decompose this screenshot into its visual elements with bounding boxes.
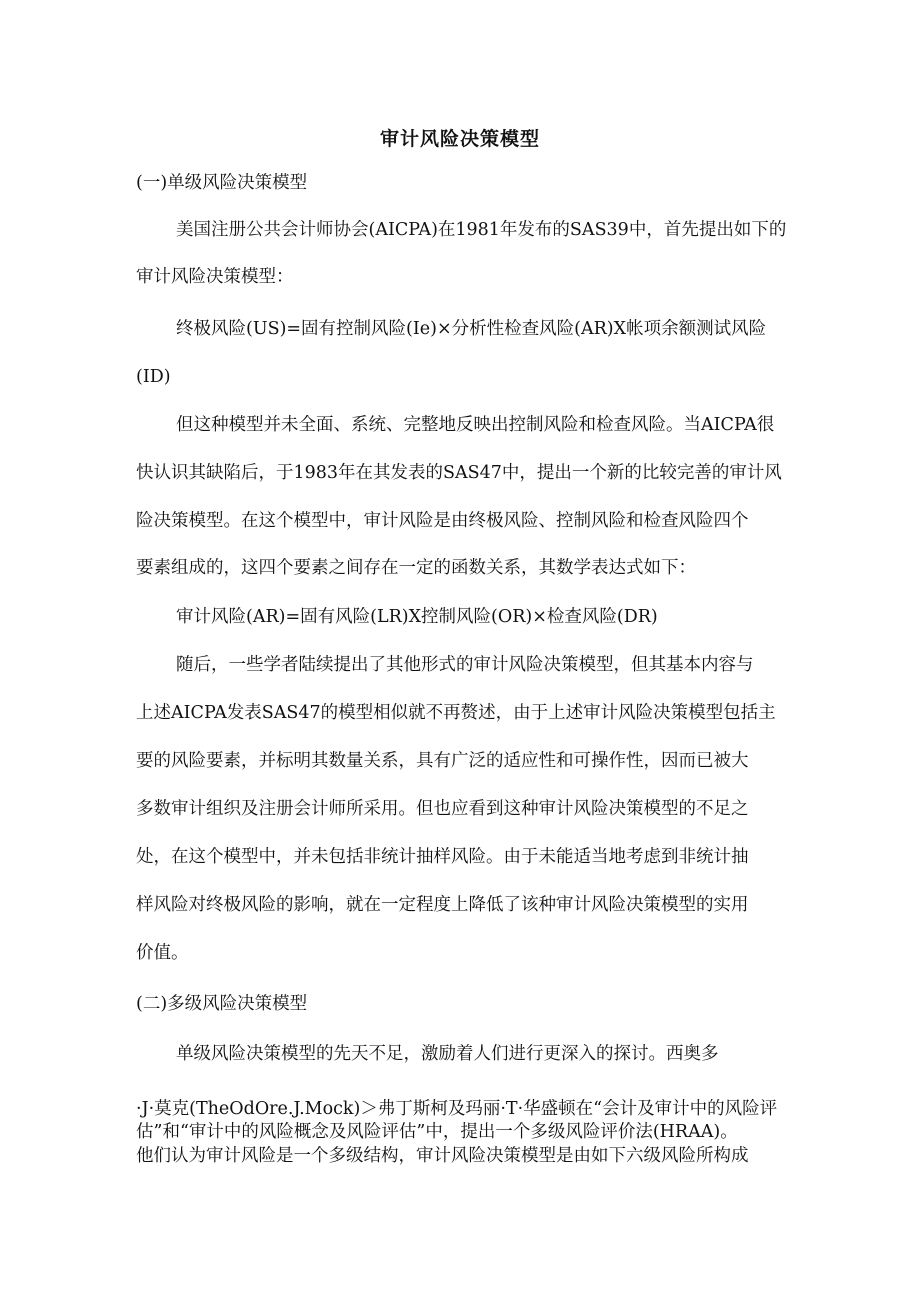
paragraph-line: 审计风险决策模型： [136,267,294,287]
formula-line: 终极风险(US)=固有控制风险(Ie)×分析性检查风险(AR)X帐项余额测试风险 [176,319,767,339]
paragraph-line: 要素组成的，这四个要素之间存在一定的函数关系，其数学表达式如下： [136,558,696,578]
paragraph-line: 处，在这个模型中，并未包括非统计抽样风险。由于未能适当地考虑到非统计抽 [136,847,749,867]
formula-line: (ID) [136,367,171,387]
paragraph-line: 估”和“审计中的风险概念及风险评估”中，提出一个多级风险评价法(HRAA)。 [136,1122,738,1142]
paragraph-line: 随后，一些学者陆续提出了其他形式的审计风险决策模型，但其基本内容与 [176,655,754,675]
section-heading-multi-level: (二)多级风险决策模型 [136,994,308,1014]
paragraph-line: 价值。 [136,943,189,963]
paragraph-line: 但这种模型并未全面、系统、完整地反映出控制风险和检查风险。当AICPA很 [176,415,775,435]
paragraph-line: 险决策模型。在这个模型中，审计风险是由终极风险、控制风险和检查风险四个 [136,511,749,531]
paragraph-line: ·J·莫克(TheOdOre.J.Mock)＞弗丁斯柯及玛丽·T·华盛顿在“会计及审计中的风险评 [136,1099,778,1119]
paragraph-line: 样风险对终极风险的影响，就在一定程度上降低了该种审计风险决策模型的实用 [136,895,749,915]
paragraph-line: 美国注册公共会计师协会(AICPA)在1981年发布的SAS39中，首先提出如下的 [176,220,787,240]
section-heading-single-level: (一)单级风险决策模型 [136,173,308,193]
paragraph-line: 多数审计组织及注册会计师所采用。但也应看到这种审计风险决策模型的不足之 [136,799,749,819]
paragraph-line: 他们认为审计风险是一个多级结构，审计风险决策模型是由如下六级风险所构成 [136,1146,749,1166]
paragraph-line: 单级风险决策模型的先天不足，激励着人们进行更深入的探讨。西奥多 [176,1044,719,1064]
paragraph-line: 快认识其缺陷后，于1983年在其发表的SAS47中，提出一个新的比较完善的审计风 [136,463,782,483]
paragraph-line: 要的风险要素，并标明其数量关系，具有广泛的适应性和可操作性，因而已被大 [136,751,749,771]
formula-line: 审计风险(AR)=固有风险(LR)X控制风险(OR)×检查风险(DR) [176,607,658,627]
document-title: 审计风险决策模型 [379,128,540,150]
paragraph-line: 上述AICPA发表SAS47的模型相似就不再赘述，由于上述审计风险决策模型包括主 [136,703,776,723]
